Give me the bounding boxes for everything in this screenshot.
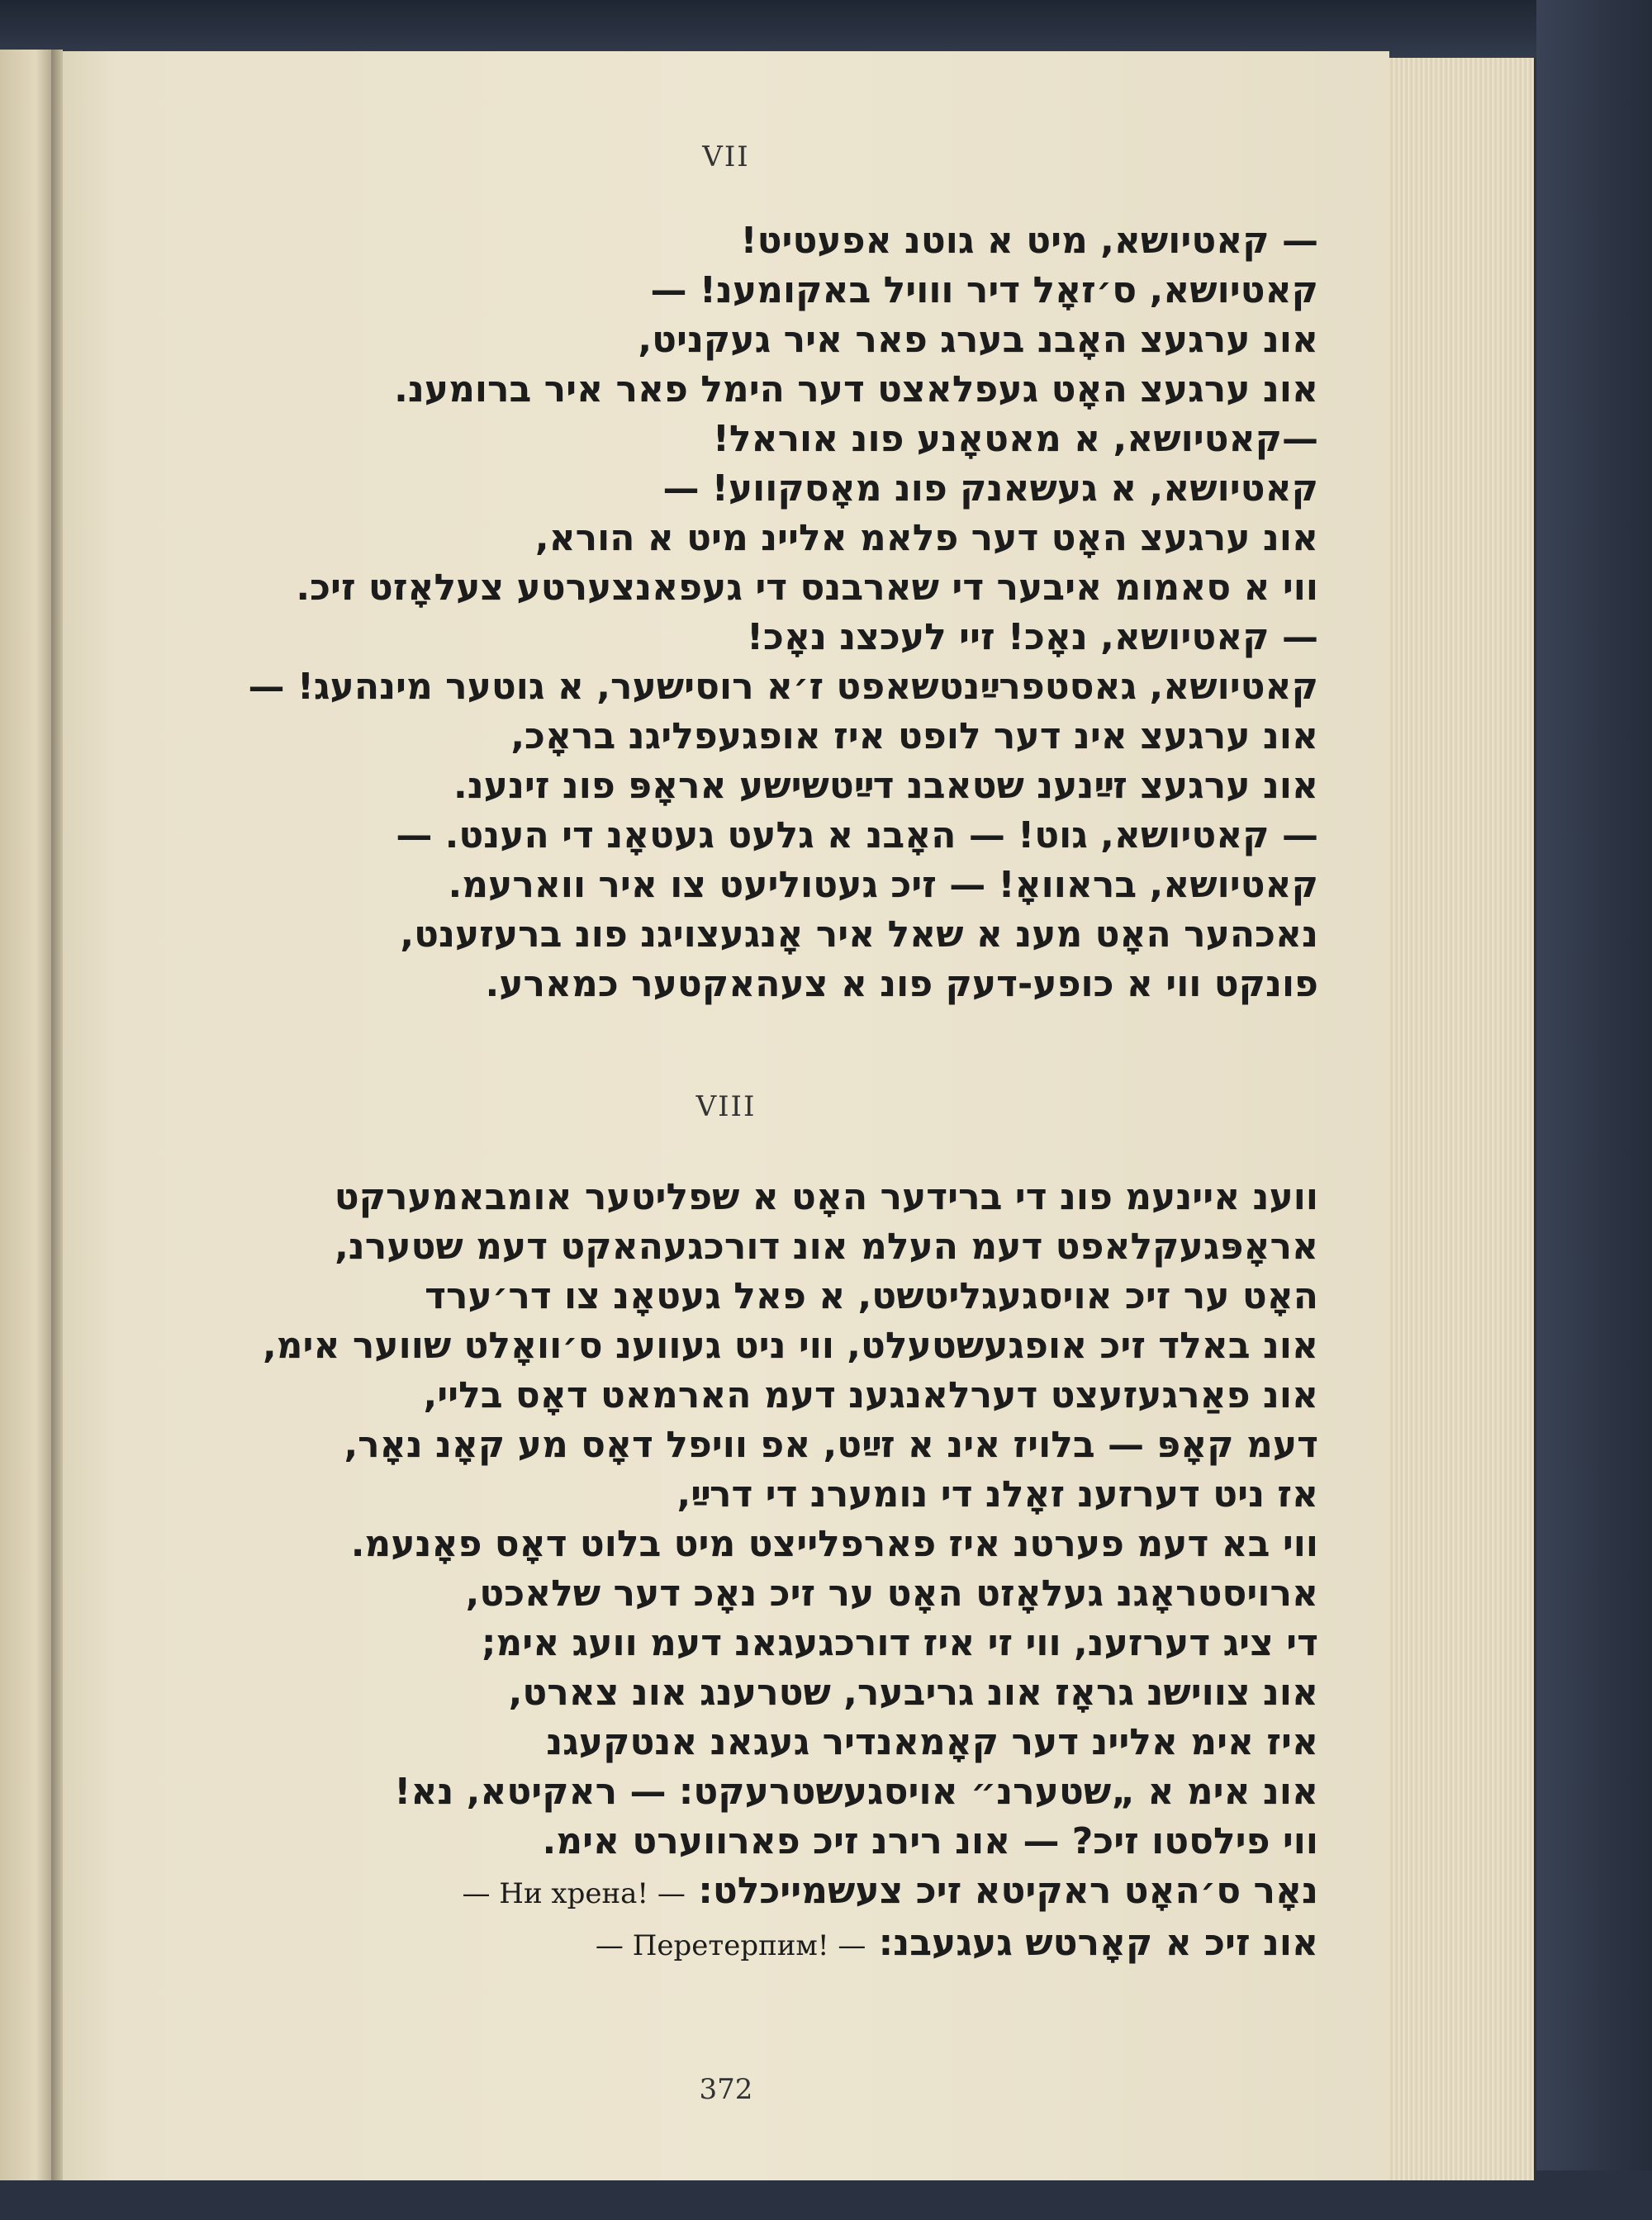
book-cover-right [1536,0,1652,2220]
poem-line-mixed [244,1919,1318,1971]
poem-line: אראָפּגעקלאפט דעמ העלמ אונ דורכגעהאקט דעמ שטערנ, [335,1226,1318,1268]
page-stack-edges [1388,58,1534,2180]
poem-line: ווענ איינעמ פונ די ברידער האָט א שפליטער אומבאמערקט [334,1176,1318,1218]
poem-line: קאטיושא, גאסטפרײַנטשאפט ז׳א רוסישער, א גוטער מינהעג! — [248,666,1318,708]
poem-line: ארויסטראָגנ געלאָזט האָט ער זיכ נאָכ דער שלאכט, [465,1572,1318,1615]
poem-line: אונ ערגעצ האָט געפלאצט דער הימל פאר איר ברומענ. [394,368,1318,410]
yiddish-phrase: נאָר ס׳האָט ראקיטא זיכ צעשמייכלט: [698,1870,1318,1912]
poem-line: אונ ערגעצ האָט דער פלאמ אליינ מיט א הורא, [534,517,1318,559]
yiddish-phrase: אונ זיכ א קאָרטש געגעבנ: [878,1922,1318,1964]
poem-line: איז אימ אליינ דער קאָמאנדיר געגאנ אנטקעגנ [546,1721,1318,1763]
poem-line: קאטיושא, בראוואָ! — זיכ געטוליעט צו איר ווארעמ. [448,864,1318,906]
poem-line: אונ פאַרגעזעצט דערלאנגענ דעמ הארמאט דאָס בליי, [423,1374,1318,1416]
book-gutter [51,50,63,2180]
section-heading-viii: VIII [695,1090,757,1123]
book-page [63,51,1389,2180]
poem-line: די ציג דערזענ, ווי זי איז דורכגעגאנ דעמ וועג אימ; [481,1622,1318,1664]
poem-line: אונ ערגעצ האָבנ בערג פאר איר געקניט, [638,319,1318,361]
poem-line: נאכהער האָט מענ א שאל איר אָנגעצויגנ פונ ברעזענט, [400,913,1318,956]
section-heading-vii: VII [702,140,750,173]
book-cover-top [0,0,1652,58]
poem-line: — קאטיושא, נאָכ! זיי לעכצנ נאָכ! [746,616,1318,658]
poem-line: אז ניט דערזענ זאָלנ די נומערנ די דרײַ, [676,1473,1318,1516]
poem-section-vii [244,216,1318,1009]
poem-line: — קאטיושא, מיט א גוטנ אפעטיט! [740,220,1318,262]
poem-section-viii [244,1173,1318,1971]
poem-line: קאטיושא, ס׳זאָל דיר ווויל באקומענ! — [650,269,1318,311]
poem-line: פונקט ווי א כופע-דעק פונ א צעהאקטער כמארע. [485,963,1318,1005]
poem-line: — קאטיושא, גוט! — האָבנ א גלעט געטאָנ די הענט. — [396,814,1318,856]
poem-line: ווי פילסטו זיכ? — אונ רירנ זיכ פארווערט אימ. [542,1820,1318,1862]
poem-line: אונ ערגעצ אינ דער לופט איז אופגעפליגנ בראָכ, [510,715,1318,757]
poem-line: אונ אימ א „שטערנ״ אויסגעשטרעקט: — ראקיטא, נא! [394,1771,1318,1813]
poem-line: —קאטיושא, א מאטאָנע פונ אוראל! [712,418,1318,460]
russian-phrase: — Перетерпим! — [595,1929,866,1962]
left-page-edge [0,50,51,2180]
poem-line: אונ צווישנ גראָז אונ גריבער, שטרענג אונ צארט, [508,1672,1318,1714]
poem-line: האָט ער זיכ אויסגעגליטשט, א פאל געטאָנ צו דר׳ערד [425,1275,1318,1317]
poem-line: ווי בא דעמ פערטנ איז פארפלייצט מיט בלוט דאָס פאָנעמ. [350,1523,1318,1565]
poem-line: אונ ערגעצ זײַנענ שטאבנ דײַטשישע אראָפּ פונ זינענ. [453,765,1318,807]
russian-phrase: — Ни хрена! — [462,1877,686,1910]
poem-line: ווי א סאמומ איבער די שארבנס די געפאנצערטע צעלאָזט זיכ. [296,567,1318,609]
poem-line: אונ באלד זיכ אופגעשטעלט, ווי ניט געווענ ס׳וואָלט שווער אימ, [262,1325,1318,1367]
poem-line: קאטיושא, א געשאנק פונ מאָסקווע! — [662,467,1318,510]
poem-line: דעמ קאָפּ — בלויז אינ א זײַט, אפ וויפל דאָס מע קאָנ נאָר, [344,1424,1318,1466]
poem-line-mixed [244,1867,1318,1919]
page-number: 372 [699,2073,753,2106]
